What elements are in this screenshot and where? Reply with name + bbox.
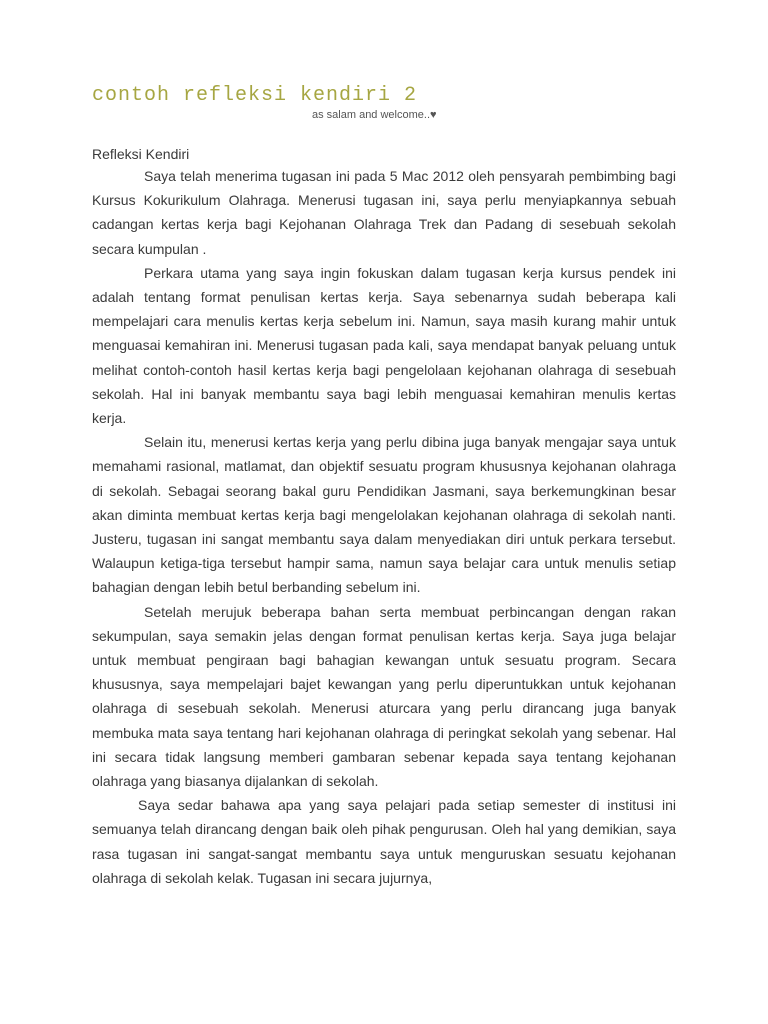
blog-header <box>92 82 692 121</box>
post-heading: Refleksi Kendiri <box>92 146 190 162</box>
post-paragraph-1: Saya telah menerima tugasan ini pada 5 Mac 2012 oleh pensyarah pembimbing bagi Kursus Kokurikulum Olahraga. Menerusi tugasan ini, saya perlu menyiapkannya sebuah cadangan kertas kerja bagi Kejohanan Olahraga Trek dan Padang di sesebuah sekolah secara kumpulan . <box>92 168 676 257</box>
blog-tagline: as salam and welcome..♥ <box>312 109 437 121</box>
post-body <box>92 144 676 890</box>
post-paragraph-3: Selain itu, menerusi kertas kerja yang perlu dibina juga banyak mengajar saya untuk memahami rasional, matlamat, dan objektif sesuatu program khususnya kejohanan olahraga di sekolah. Sebagai seorang bakal guru Pendidikan Jasmani, saya berkemungkinan besar akan diminta membuat kertas kerja bagi mengelolakan kejohanan olahraga di sekolah nanti. Justeru, tugasan ini sangat membantu saya dalam menyediakan diri untuk perkara tersebut. Walaupun ketiga-tiga tersebut hampir sama, namun saya belajar cara untuk menulis setiap bahagian dengan lebih betul berbanding sebelum ini. <box>92 434 676 596</box>
post-paragraph-4: Setelah merujuk beberapa bahan serta membuat perbincangan dengan rakan sekumpulan, saya semakin jelas dengan format penulisan kertas kerja. Saya juga belajar untuk membuat pengiraan bagi bahagian kewangan untuk sesuatu program. Secara khususnya, saya mempelajari bajet kewangan yang perlu diperuntukkan untuk kejohanan olahraga di sesebuah sekolah. Menerusi aturcara yang perlu dirancang juga banyak membuka mata saya tentang hari kejohanan olahraga di peringkat sekolah yang sebenar. Hal ini secara tidak langsung memberi gambaran sebenar kepada saya tentang kejohanan olahraga yang biasanya dijalankan di sekolah. <box>92 603 676 790</box>
post-paragraph-5: Saya sedar bahawa apa yang saya pelajari pada setiap semester di institusi ini semuanya telah dirancang dengan baik oleh pihak pengurusan. Oleh hal yang demikian, saya rasa tugasan ini sangat-sangat membantu saya untuk menguruskan sesuatu kejohanan olahraga di sekolah kelak. Tugasan ini secara jujurnya, <box>92 797 676 886</box>
post-paragraph-2: Perkara utama yang saya ingin fokuskan dalam tugasan kerja kursus pendek ini adalah tentang format penulisan kertas kerja. Saya sebenarnya sudah beberapa kali mempelajari cara menulis kertas kerja sebelum ini. Namun, saya masih kurang mahir untuk menguasai kemahiran ini. Menerusi tugasan pada kali, saya mendapat banyak peluang untuk melihat contoh-contoh hasil kertas kerja bagi pengelolaan kejohanan olahraga di sesebuah sekolah. Hal ini banyak membantu saya bagi lebih menguasai kemahiran menulis kertas kerja. <box>92 264 676 427</box>
blog-title[interactable]: contoh refleksi kendiri 2 <box>92 84 418 107</box>
